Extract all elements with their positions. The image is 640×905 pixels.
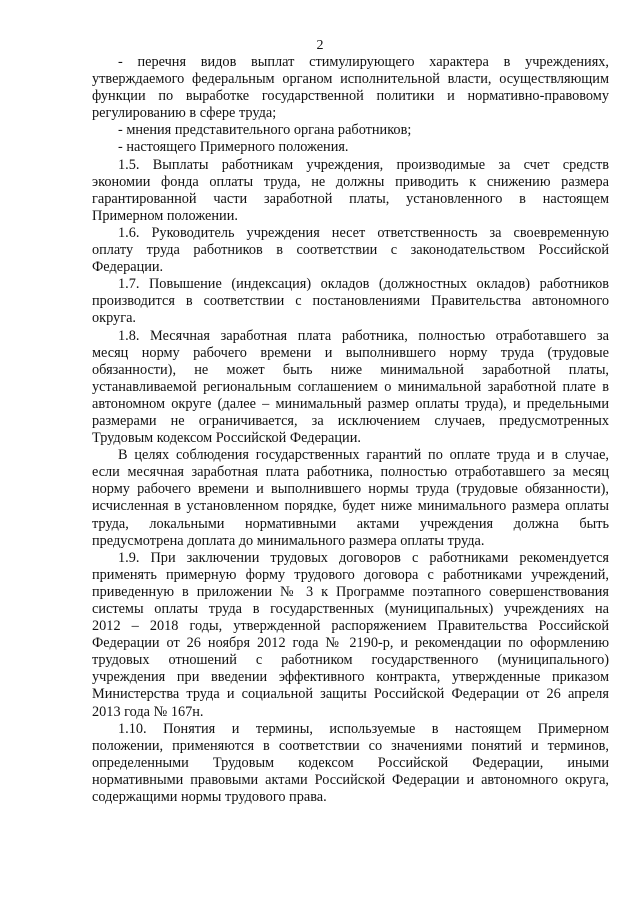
text-line: если месячная заработная плата работника, полностью отработавшего за месяц xyxy=(92,464,609,481)
text-line: - мнения представительного органа работников; xyxy=(118,122,412,139)
text-line: 1.6. Руководитель учреждения несет ответственность за своевременную xyxy=(118,224,609,241)
text-line: применять примерную форму трудового договора с работниками учреждений, xyxy=(92,566,609,583)
text-line: гарантированной части заработной платы, установленного в настоящем xyxy=(92,190,609,207)
text-line: автономном округе (далее – минимальный размер оплаты труда), и предельными xyxy=(92,395,609,412)
text-line: Примерном положении. xyxy=(92,207,238,224)
text-line: 1.9. При заключении трудовых договоров с работниками рекомендуется xyxy=(118,549,609,566)
text-line: В целях соблюдения государственных гарантий по оплате труда и в случае, xyxy=(118,447,609,464)
text-line: Федерации от 26 ноября 2012 года № 2190-р, и рекомендации по оформлению xyxy=(92,635,609,652)
document-body xyxy=(92,54,609,806)
text-line: обязанности), не может быть ниже минимальной заработной платы, xyxy=(92,361,609,378)
text-line: месяц норму рабочего времени и выполнившего норму труда (трудовые xyxy=(92,344,609,361)
text-line: системы оплаты труда в государственных (муниципальных) учреждениях на xyxy=(92,601,609,617)
text-line: устанавливаемой региональным соглашением о минимальной заработной плате в xyxy=(92,378,609,395)
text-line: регулированию в сфере труда; xyxy=(92,105,277,122)
text-line: оплату труда работников в соответствии с законодательством Российской xyxy=(92,242,609,259)
text-line: содержащими нормы трудового права. xyxy=(92,789,327,806)
text-line: Федерации. xyxy=(92,259,164,276)
text-line: - настоящего Примерного положения. xyxy=(118,139,349,156)
text-line: предусмотрена доплата до минимального размера оплаты труда. xyxy=(92,532,485,549)
text-line: 2013 года № 167н. xyxy=(92,703,204,720)
text-line: округа. xyxy=(92,310,136,327)
text-line: - перечня видов выплат стимулирующего характера в учреждениях, xyxy=(118,54,609,70)
text-line: труда, локальными нормативными актами учреждения должна быть xyxy=(92,515,609,532)
text-line: нормативными правовыми актами Российской Федерации и автономного округа, xyxy=(92,771,609,788)
text-line: определенными Трудовым кодексом Российской Федерации, иными xyxy=(92,754,609,771)
text-line: 2012 – 2018 годы, утвержденной распоряжением Правительства Российской xyxy=(92,618,609,635)
text-line: размерами не ограничивается, за исключением случаев, предусмотренных xyxy=(92,412,609,429)
text-line: норму рабочего времени и выполнившего нормы труда (трудовые обязанности), xyxy=(92,481,609,498)
text-line: положении, применяются в соответствии со значениями понятий и терминов, xyxy=(92,737,609,754)
text-line: трудовых отношений с работником государственного (муниципального) xyxy=(92,652,609,669)
text-line: Трудовым кодексом Российской Федерации. xyxy=(92,430,361,447)
text-line: 1.5. Выплаты работникам учреждения, производимые за счет средств xyxy=(118,156,609,173)
text-line: приведенную в приложении № 3 к Программе поэтапного совершенствования xyxy=(92,583,609,600)
text-line: экономии фонда оплаты труда, не должны приводить к снижению размера xyxy=(92,173,609,190)
text-line: исчисленная в установленном порядке, будет ниже минимального размера оплаты xyxy=(92,498,609,515)
text-line: Министерства труда и социальной защиты Российской Федерации от 26 апреля xyxy=(92,686,609,703)
text-line: 1.10. Понятия и термины, используемые в настоящем Примерном xyxy=(118,720,609,737)
text-line: учреждения при введении эффективного контракта, утвержденные приказом xyxy=(92,669,609,686)
text-line: 1.8. Месячная заработная плата работника, полностью отработавшего за xyxy=(118,327,609,344)
text-line: 1.7. Повышение (индексация) окладов (должностных окладов) работников xyxy=(118,276,609,293)
page-number: 2 xyxy=(316,38,324,53)
text-line: утверждаемого федеральным органом исполнительной власти, осуществляющим xyxy=(92,71,609,88)
text-line: функции по выработке государственной политики и нормативно-правовому xyxy=(92,88,609,105)
text-line: производится в соответствии с постановлениями Правительства автономного xyxy=(92,293,609,310)
